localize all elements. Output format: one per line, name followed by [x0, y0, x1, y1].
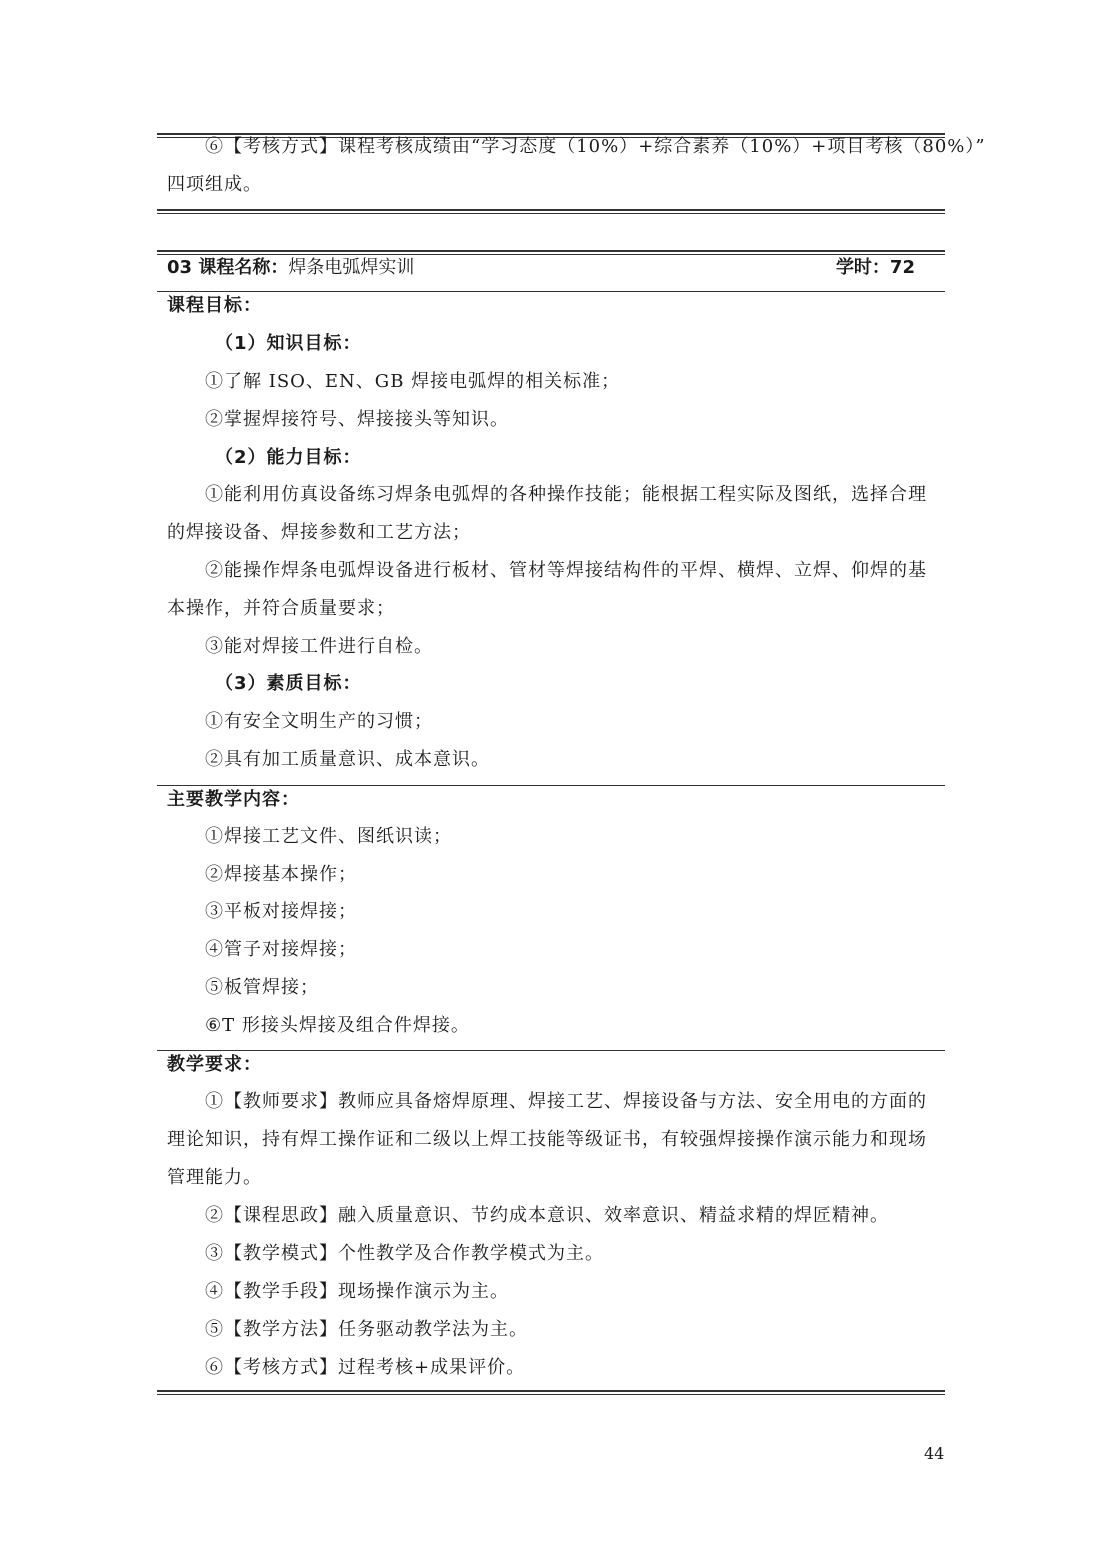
- requirement-line: ⑤【教学方法】任务驱动教学法为主。: [205, 1319, 528, 1340]
- content-title: 主要教学内容：: [167, 789, 300, 810]
- requirement-line: ③【教学模式】个性教学及合作教学模式为主。: [205, 1243, 604, 1264]
- content-item: ②焊接基本操作；: [205, 864, 357, 885]
- course-header: [167, 249, 937, 287]
- ability-item: 的焊接设备、焊接参数和工艺方法；: [167, 522, 471, 543]
- knowledge-title: （1）知识目标：: [215, 333, 362, 354]
- requirement-line: 管理能力。: [167, 1167, 262, 1188]
- knowledge-item: ①了解 ISO、EN、GB 焊接电弧焊的相关标准；: [205, 371, 621, 392]
- knowledge-item: ②掌握焊接符号、焊接接头等知识。: [205, 409, 509, 430]
- content-item: ⑥T 形接头焊接及组合件焊接。: [205, 1015, 470, 1036]
- ability-item: ③能对焊接工件进行自检。: [205, 636, 433, 657]
- quality-item: ①有安全文明生产的习惯；: [205, 711, 433, 732]
- ability-title: （2）能力目标：: [215, 447, 362, 468]
- prev-assessment-line-1: ⑥【考核方式】课程考核成绩由“学习态度（10%）+综合素养（10%）+项目考核（80%）”: [205, 136, 986, 157]
- ability-item: 本操作，并符合质量要求；: [167, 598, 395, 619]
- content-item: ③平板对接焊接；: [205, 901, 357, 922]
- quality-item: ②具有加工质量意识、成本意识。: [205, 749, 490, 770]
- requirement-line: ⑥【考核方式】过程考核+成果评价。: [205, 1357, 526, 1378]
- page-number: 44: [924, 1444, 945, 1463]
- requirement-line: ②【课程思政】融入质量意识、节约成本意识、效率意识、精益求精的焊匠精神。: [205, 1205, 889, 1226]
- course-hours: 学时：72: [835, 257, 915, 278]
- requirement-line: ④【教学手段】现场操作演示为主。: [205, 1281, 509, 1302]
- requirement-line: ①【教师要求】教师应具备熔焊原理、焊接工艺、焊接设备与方法、安全用电的方面的: [205, 1091, 927, 1112]
- course-name: 焊条电弧焊实训: [288, 257, 415, 278]
- prev-assessment-line-2: 四项组成。: [167, 174, 262, 195]
- goals-title: 课程目标：: [167, 295, 262, 316]
- content-item: ⑤板管焊接；: [205, 977, 319, 998]
- quality-title: （3）素质目标：: [215, 673, 362, 694]
- requirements-title: 教学要求：: [167, 1054, 262, 1075]
- bottom-rule: [157, 1390, 945, 1392]
- section-end-rule: [157, 209, 945, 211]
- requirement-line: 理论知识，持有焊工操作证和二级以上焊工技能等级证书，有较强焊接操作演示能力和现场: [167, 1129, 927, 1150]
- ability-item: ②能操作焊条电弧焊设备进行板材、管材等焊接结构件的平焊、横焊、立焊、仰焊的基: [205, 560, 927, 581]
- content-item: ①焊接工艺文件、图纸识读；: [205, 826, 452, 847]
- content-item: ④管子对接焊接；: [205, 939, 357, 960]
- ability-item: ①能利用仿真设备练习焊条电弧焊的各种操作技能；能根据工程实际及图纸，选择合理: [205, 484, 927, 505]
- course-prefix: 03 课程名称：: [167, 257, 289, 278]
